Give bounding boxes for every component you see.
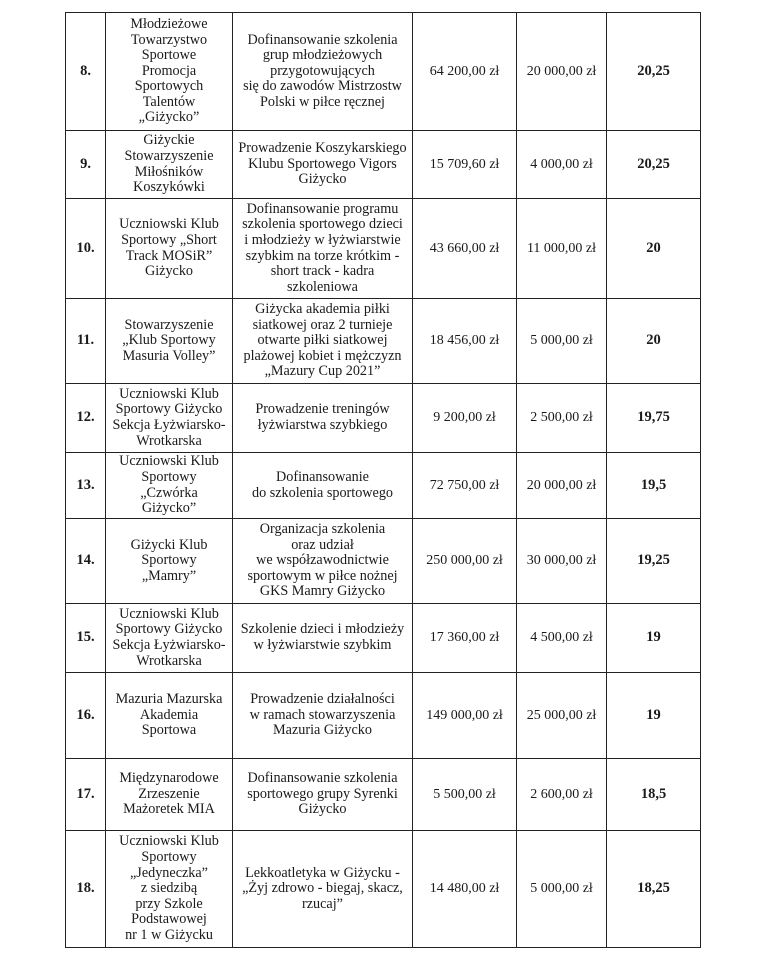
- row-number: 10.: [66, 199, 106, 299]
- grant-amount: 20 000,00 zł: [517, 453, 607, 519]
- row-number: 15.: [66, 604, 106, 673]
- score: 18,25: [607, 831, 701, 948]
- task-title: Organizacja szkolenia oraz udział we współzawodnictwie sportowym w piłce nożnej GKS Mamry Giżycko: [233, 519, 413, 604]
- organization-name: Uczniowski Klub Sportowy Giżycko Sekcja Łyżwiarsko- Wrotkarska: [106, 604, 233, 673]
- organization-name: Stowarzyszenie „Klub Sportowy Masuria Volley”: [106, 299, 233, 384]
- row-number: 11.: [66, 299, 106, 384]
- table-row: [66, 131, 701, 199]
- score: 20: [607, 199, 701, 299]
- task-title: Prowadzenie Koszykarskiego Klubu Sportowego Vigors Giżycko: [233, 131, 413, 199]
- table-row: [66, 759, 701, 831]
- row-number: 16.: [66, 673, 106, 759]
- total-cost: 18 456,00 zł: [413, 299, 517, 384]
- score: 20: [607, 299, 701, 384]
- row-number: 18.: [66, 831, 106, 948]
- table-row: [66, 673, 701, 759]
- grant-amount: 20 000,00 zł: [517, 13, 607, 131]
- grants-table-body: [66, 13, 701, 948]
- total-cost: 64 200,00 zł: [413, 13, 517, 131]
- grant-amount: 11 000,00 zł: [517, 199, 607, 299]
- score: 20,25: [607, 13, 701, 131]
- task-title: Szkolenie dzieci i młodzieży w łyżwiarstwie szybkim: [233, 604, 413, 673]
- table-row: [66, 199, 701, 299]
- row-number: 9.: [66, 131, 106, 199]
- score: 19: [607, 673, 701, 759]
- total-cost: 250 000,00 zł: [413, 519, 517, 604]
- grants-table: [65, 12, 701, 948]
- task-title: Prowadzenie treningów łyżwiarstwa szybkiego: [233, 384, 413, 453]
- grant-amount: 2 600,00 zł: [517, 759, 607, 831]
- organization-name: Uczniowski Klub Sportowy „Jedyneczka” z siedzibą przy Szkole Podstawowej nr 1 w Giżycku: [106, 831, 233, 948]
- grant-amount: 5 000,00 zł: [517, 299, 607, 384]
- organization-name: Uczniowski Klub Sportowy „Czwórka Giżycko”: [106, 453, 233, 519]
- table-row: [66, 299, 701, 384]
- table-row: [66, 519, 701, 604]
- total-cost: 9 200,00 zł: [413, 384, 517, 453]
- table-row: [66, 384, 701, 453]
- organization-name: Mazuria Mazurska Akademia Sportowa: [106, 673, 233, 759]
- score: 19: [607, 604, 701, 673]
- task-title: Lekkoatletyka w Giżycku - „Żyj zdrowo - biegaj, skacz, rzucaj”: [233, 831, 413, 948]
- grant-amount: 4 500,00 zł: [517, 604, 607, 673]
- table-row: [66, 453, 701, 519]
- table-row: [66, 604, 701, 673]
- grant-amount: 30 000,00 zł: [517, 519, 607, 604]
- organization-name: Międzynarodowe Zrzeszenie Mażoretek MIA: [106, 759, 233, 831]
- task-title: Dofinansowanie szkolenia sportowego grupy Syrenki Giżycko: [233, 759, 413, 831]
- organization-name: Uczniowski Klub Sportowy „Short Track MOSiR” Giżycko: [106, 199, 233, 299]
- score: 20,25: [607, 131, 701, 199]
- total-cost: 14 480,00 zł: [413, 831, 517, 948]
- task-title: Dofinansowanie szkolenia grup młodzieżowych przygotowujących się do zawodów Mistrzostw Polski w piłce ręcznej: [233, 13, 413, 131]
- row-number: 14.: [66, 519, 106, 604]
- total-cost: 17 360,00 zł: [413, 604, 517, 673]
- total-cost: 15 709,60 zł: [413, 131, 517, 199]
- row-number: 13.: [66, 453, 106, 519]
- organization-name: Giżycki Klub Sportowy „Mamry”: [106, 519, 233, 604]
- organization-name: Giżyckie Stowarzyszenie Miłośników Koszykówki: [106, 131, 233, 199]
- task-title: Prowadzenie działalności w ramach stowarzyszenia Mazuria Giżycko: [233, 673, 413, 759]
- task-title: Giżycka akademia piłki siatkowej oraz 2 turnieje otwarte piłki siatkowej plażowej kobiet i mężczyzn „Mazury Cup 2021”: [233, 299, 413, 384]
- score: 19,25: [607, 519, 701, 604]
- task-title: Dofinansowanie do szkolenia sportowego: [233, 453, 413, 519]
- grant-amount: 2 500,00 zł: [517, 384, 607, 453]
- total-cost: 43 660,00 zł: [413, 199, 517, 299]
- score: 18,5: [607, 759, 701, 831]
- score: 19,5: [607, 453, 701, 519]
- row-number: 12.: [66, 384, 106, 453]
- total-cost: 72 750,00 zł: [413, 453, 517, 519]
- task-title: Dofinansowanie programu szkolenia sportowego dzieci i młodzieży w łyżwiarstwie szybkim na torze krótkim - short track - kadra szkoleniowa: [233, 199, 413, 299]
- grant-amount: 25 000,00 zł: [517, 673, 607, 759]
- score: 19,75: [607, 384, 701, 453]
- table-row: [66, 13, 701, 131]
- organization-name: Młodzieżowe Towarzystwo Sportowe Promocja Sportowych Talentów „Giżycko”: [106, 13, 233, 131]
- row-number: 8.: [66, 13, 106, 131]
- total-cost: 149 000,00 zł: [413, 673, 517, 759]
- table-row: [66, 831, 701, 948]
- total-cost: 5 500,00 zł: [413, 759, 517, 831]
- row-number: 17.: [66, 759, 106, 831]
- organization-name: Uczniowski Klub Sportowy Giżycko Sekcja Łyżwiarsko- Wrotkarska: [106, 384, 233, 453]
- grant-amount: 5 000,00 zł: [517, 831, 607, 948]
- grant-amount: 4 000,00 zł: [517, 131, 607, 199]
